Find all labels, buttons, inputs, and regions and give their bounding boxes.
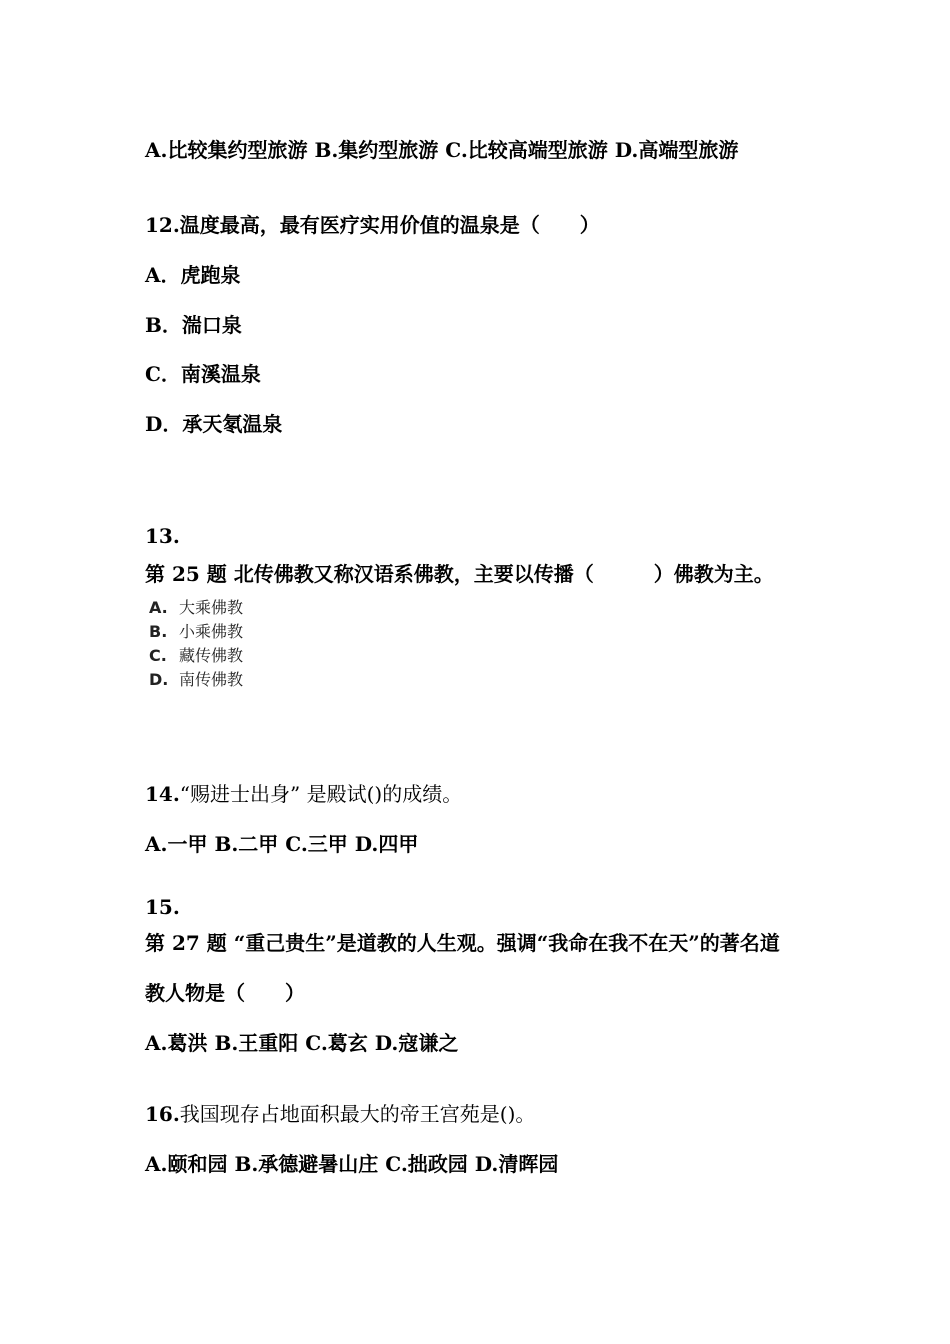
q13-option-d-letter: D. xyxy=(149,670,169,689)
q13-option-a-letter: A. xyxy=(149,598,168,617)
q13-option-d-text: 南传佛教 xyxy=(179,670,244,689)
q13-option-b-text: 小乘佛教 xyxy=(179,622,244,641)
q13-number: 13. xyxy=(145,524,180,548)
q13-option-b-letter: B. xyxy=(149,622,168,641)
q16-question-text: 我国现存占地面积最大的帝王宫苑是()。 xyxy=(179,1102,536,1126)
q12-option-c: C．南溪温泉 xyxy=(145,362,261,386)
q16-number: 16. xyxy=(145,1102,180,1126)
q13-question: 第 25 题 北传佛教又称汉语系佛教，主要以传播（ ）佛教为主。 xyxy=(145,562,774,586)
q16-options: A.颐和园 B.承德避暑山庄 C.拙政园 D.清晖园 xyxy=(145,1152,559,1176)
q12-option-a: A．虎跑泉 xyxy=(145,263,241,287)
q13-option-a-text: 大乘佛教 xyxy=(179,598,244,617)
q13-option-b xyxy=(149,622,243,642)
q12-option-b: B．湍口泉 xyxy=(145,313,242,337)
q13-option-a xyxy=(149,598,243,618)
q13-option-d xyxy=(149,670,243,690)
q16-question xyxy=(145,1102,535,1126)
q13-option-c xyxy=(149,646,243,666)
q15-number: 15. xyxy=(145,895,180,919)
q13-option-c-letter: C. xyxy=(149,646,167,665)
q13-option-c-text: 藏传佛教 xyxy=(179,646,244,665)
q14-question xyxy=(145,782,462,806)
q15-question-line2: 教人物是（ ） xyxy=(145,981,305,1005)
q14-number: 14. xyxy=(145,782,180,806)
q15-question-line1: 第 27 题 “重己贵生”是道教的人生观。强调“我命在我不在天”的著名道 xyxy=(145,931,780,955)
q12-option-d: D．承天氡温泉 xyxy=(145,412,283,436)
q11-options: A.比较集约型旅游 B.集约型旅游 C.比较高端型旅游 D.高端型旅游 xyxy=(145,138,739,162)
q14-options: A.一甲 B.二甲 C.三甲 D.四甲 xyxy=(145,832,419,856)
q14-question-text: “赐进士出身” 是殿试()的成绩。 xyxy=(179,782,463,806)
q12-question: 12.温度最高，最有医疗实用价值的温泉是（ ） xyxy=(145,213,600,237)
q15-options: A.葛洪 B.王重阳 C.葛玄 D.寇谦之 xyxy=(145,1031,459,1055)
